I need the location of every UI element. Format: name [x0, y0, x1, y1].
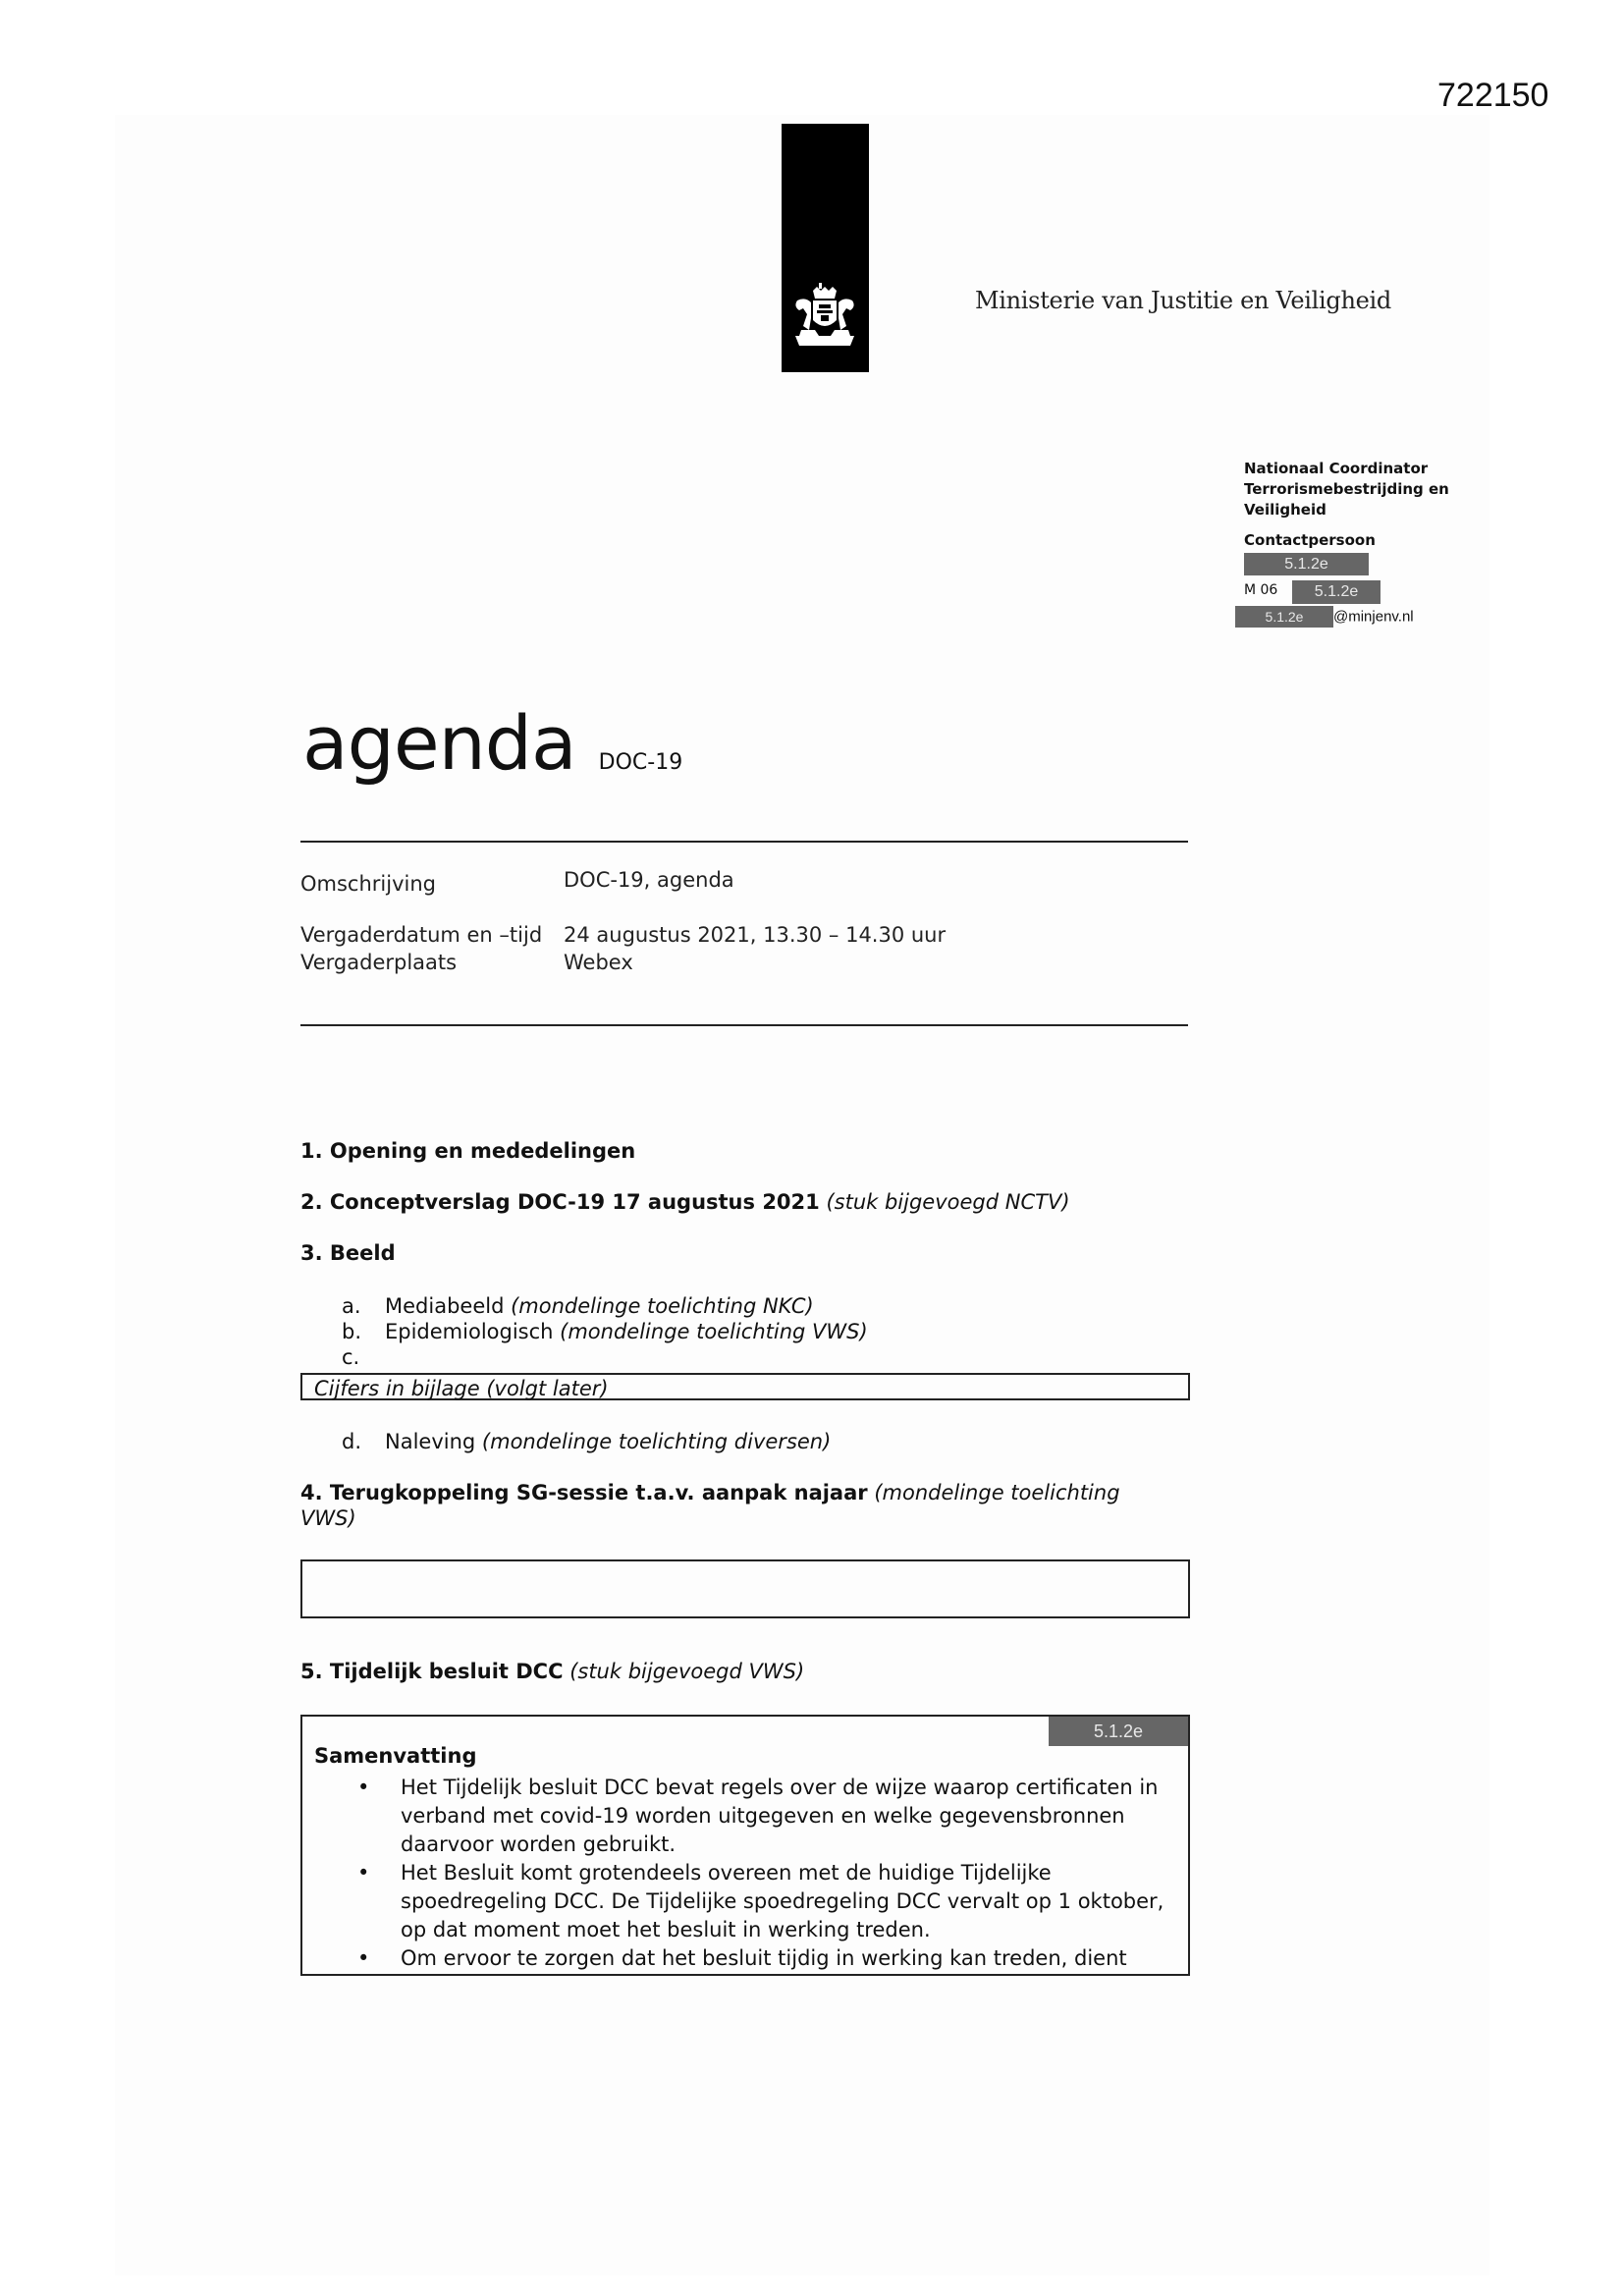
government-logo [782, 124, 869, 372]
empty-box [300, 1559, 1190, 1618]
divider [300, 1024, 1188, 1026]
item-title: 3. Beeld [300, 1241, 396, 1265]
item-note: (stuk bijgevoegd VWS) [569, 1660, 805, 1683]
redaction-phone: 5.1.2e [1292, 580, 1380, 604]
summary-bullet: • Om ervoor te zorgen dat het besluit tijdig in werking kan treden, dient [357, 1944, 1182, 1973]
organisation-line: Nationaal Coordinator [1244, 460, 1429, 477]
organisation-line: Veiligheid [1244, 501, 1326, 519]
item-title: 4. Terugkoppeling SG-sessie t.a.v. aanpak najaar [300, 1481, 868, 1504]
title-sub: DOC-19 [598, 750, 683, 775]
meta-value: DOC-19, agenda [564, 868, 734, 892]
agenda-item-1 [300, 1139, 635, 1163]
sub-item-d: d. Naleving (mondelinge toelichting diversen) [342, 1430, 832, 1453]
summary-title: Samenvatting [314, 1744, 477, 1768]
item-title: 2. Conceptverslag DOC-19 17 augustus 2021 [300, 1190, 820, 1214]
contact-label: Contactpersoon [1244, 531, 1376, 549]
document-number: 722150 [1437, 77, 1549, 114]
summary-bullet: • Het Besluit komt grotendeels overeen met de huidige Tijdelijke spoedregeling DCC. De Tijdelijke spoedregeling DCC vervalt op 1 oktober, op dat moment moet het besluit in werking treden. [357, 1859, 1182, 1944]
redaction-contact-name: 5.1.2e [1244, 553, 1369, 575]
figures-note-box: Cijfers in bijlage (volgt later) [300, 1373, 1190, 1400]
phone-prefix: M 06 [1244, 582, 1278, 598]
agenda-item-3 [300, 1241, 396, 1265]
sub-item-b: b. Epidemiologisch (mondelinge toelichting VWS) [342, 1320, 868, 1343]
title-main: agenda [302, 699, 576, 787]
meta-label: Vergaderplaats [300, 951, 458, 974]
redaction-summary: 5.1.2e [1049, 1717, 1188, 1746]
item-note: VWS) [300, 1506, 356, 1530]
meta-label: Omschrijving [300, 872, 436, 896]
ministry-name: Ministerie van Justitie en Veiligheid [975, 287, 1391, 314]
sender-block [1244, 459, 1449, 551]
organisation-line: Terrorismebestrijding en [1244, 480, 1449, 498]
agenda-item-5 [300, 1660, 804, 1683]
meta-value: Webex [564, 951, 633, 974]
summary-box [300, 1715, 1190, 1976]
agenda-item-4 [300, 1481, 1120, 1504]
sub-item-c: c. [342, 1345, 360, 1369]
redaction-email: 5.1.2e [1235, 606, 1333, 628]
item-title: 1. Opening en mededelingen [300, 1139, 636, 1163]
email-domain: @minjenv.nl [1333, 608, 1414, 626]
email-row [1235, 606, 1414, 628]
meta-label: Vergaderdatum en –tijd [300, 923, 543, 947]
divider [300, 841, 1188, 843]
item-note: (stuk bijgevoegd NCTV) [826, 1190, 1070, 1214]
page-title [302, 699, 682, 787]
sub-item-a: a. Mediabeeld (mondelinge toelichting NKC) [342, 1294, 814, 1318]
meta-value: 24 augustus 2021, 13.30 – 14.30 uur [564, 923, 947, 947]
agenda-item-2 [300, 1190, 1070, 1214]
summary-bullets [357, 1774, 1182, 1973]
agenda-item-4-cont [300, 1506, 356, 1530]
item-title: 5. Tijdelijk besluit DCC [300, 1660, 564, 1683]
coat-of-arms-icon [789, 281, 860, 355]
summary-bullet: • Het Tijdelijk besluit DCC bevat regels over de wijze waarop certificaten in verband met covid-19 worden uitgegeven en welke gegevensbronnen daarvoor worden gebruikt. [357, 1774, 1182, 1859]
item-note: (mondelinge toelichting [874, 1481, 1120, 1504]
